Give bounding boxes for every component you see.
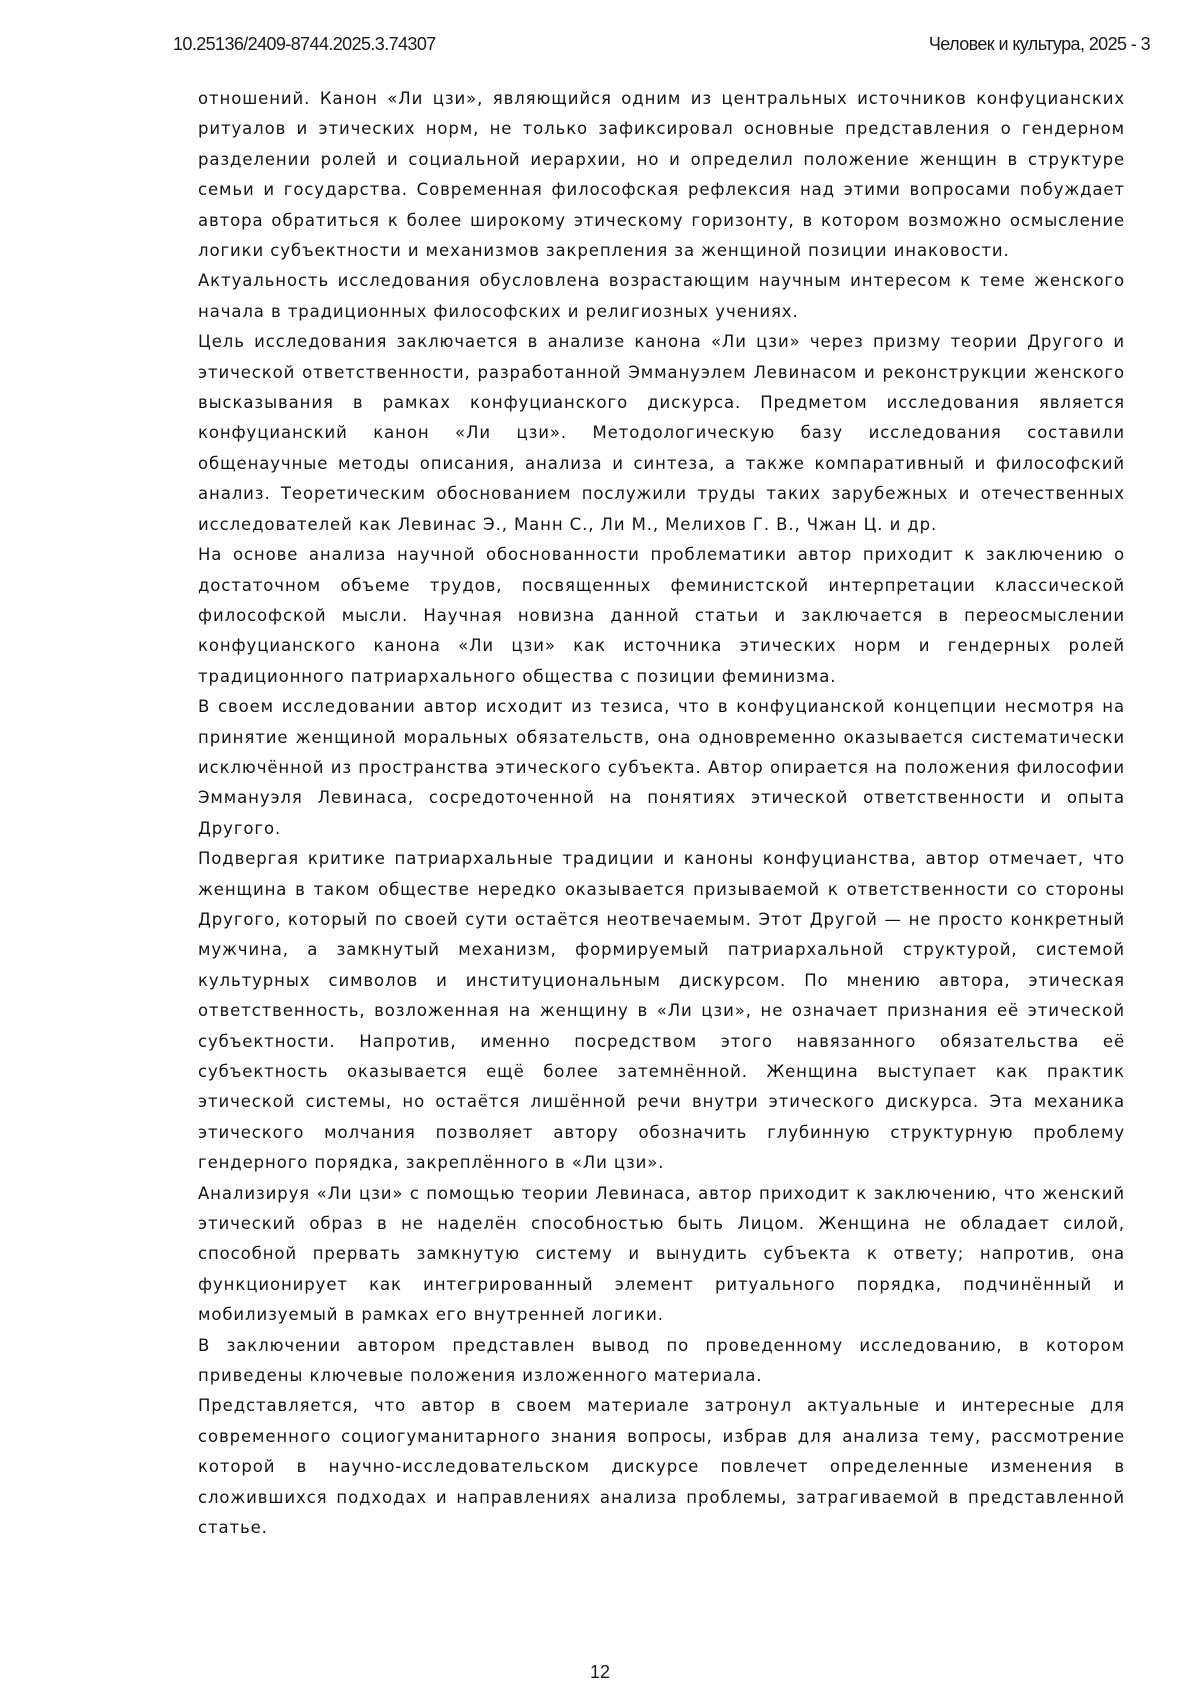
page-number: 12 (589, 1662, 611, 1682)
paragraph: На основе анализа научной обоснованности проблематики автор приходит к заключению о достаточном объеме трудов, посвященных феминистской интерпретации классической философской мысли. Научная новизна данной статьи и заключается в переосмыслении конфуцианского канона «Ли цзи» как источника этических норм и гендерных ролей традиционного патриархального общества с позиции феминизма. (198, 545, 1125, 686)
paragraph: Актуальность исследования обусловлена возрастающим научным интересом к теме женского начала в традиционных философских и религиозных учениях. (198, 271, 1125, 321)
paragraph: отношений. Канон «Ли цзи», являющийся одним из центральных источников конфуцианских ритуалов и этических норм, не только зафиксировал основные представления о гендерном разделении ролей и социальной иерархии, но и определил положение женщин в структуре семьи и государства. Современная философская рефлексия над этими вопросами побуждает автора обратиться к более широкому этическому горизонту, в котором возможно осмысление логики субъектности и механизмов закрепления за женщиной позиции инаковости. (198, 89, 1125, 261)
page-header (173, 34, 1150, 60)
paragraph: Анализируя «Ли цзи» с помощью теории Левинаса, автор приходит к заключению, что женский этический образ в не наделён способностью быть Лицом. Женщина не обладает силой, способной прервать замкнутую систему и вынудить субъекта к ответу; напротив, она функционирует как интегрированный элемент ритуального порядка, подчинённый и мобилизуемый в рамках его внутренней логики. (198, 1183, 1125, 1325)
paragraph: Цель исследования заключается в анализе канона «Ли цзи» через призму теории Другого и этической ответственности, разработанной Эммануэлем Левинасом и реконструкции женского высказывания в рамках конфуцианского дискурса. Предметом исследования является конфуцианский канон «Ли цзи». Методологическую базу исследования составили общенаучные методы описания, анализа и синтеза, а также компаративный и философский анализ. Теоретическим обоснованием послужили труды таких зарубежных и отечественных исследователей как Левинас Э., Манн С., Ли М., Мелихов Г. В., Чжан Ц. и др. (198, 332, 1125, 534)
paragraph: Представляется, что автор в своем материале затронул актуальные и интересные для современного социогуманитарного знания вопросы, избрав для анализа тему, рассмотрение которой в научно-исследовательском дискурсе повлечет определенные изменения в сложившихся подходах и направлениях анализа проблемы, затрагиваемой в представленной статье. (198, 1396, 1125, 1538)
paragraph: В своем исследовании автор исходит из тезиса, что в конфуцианской концепции несмотря на принятие женщиной моральных обязательств, она одновременно оказывается систематически исключённой из пространства этического субъекта. Автор опирается на положения философии Эммануэля Левинаса, сосредоточенной на понятиях этической ответственности и опыта Другого. (198, 697, 1125, 838)
article-body (198, 84, 1125, 1544)
journal-issue-label: Человек и культура, 2025 - 3 (928, 34, 1150, 54)
paragraph: Подвергая критике патриархальные традиции и каноны конфуцианства, автор отмечает, что женщина в таком обществе нередко оказывается призываемой к ответственности со стороны Другого, который по своей сути остаётся неотвечаемым. Этот Другой — не просто конкретный мужчина, а замкнутый механизм, формируемый патриархальной структурой, системой культурных символов и институциональным дискурсом. По мнению автора, этическая ответственность, возложенная на женщину в «Ли цзи», не означает признания её этической субъектности. Напротив, именно посредством этого навязанного обязательства её субъектность оказывается ещё более затемнённой. Женщина выступает как практик этической системы, но остаётся лишённой речи внутри этического дискурса. Эта механика этического молчания позволяет автору обозначить глубинную структурную проблему гендерного порядка, закреплённого в «Ли цзи». (198, 849, 1125, 1173)
paragraph: В заключении автором представлен вывод по проведенному исследованию, в котором приведены ключевые положения изложенного материала. (198, 1335, 1125, 1386)
doi-label: 10.25136/2409-8744.2025.3.74307 (173, 34, 436, 54)
